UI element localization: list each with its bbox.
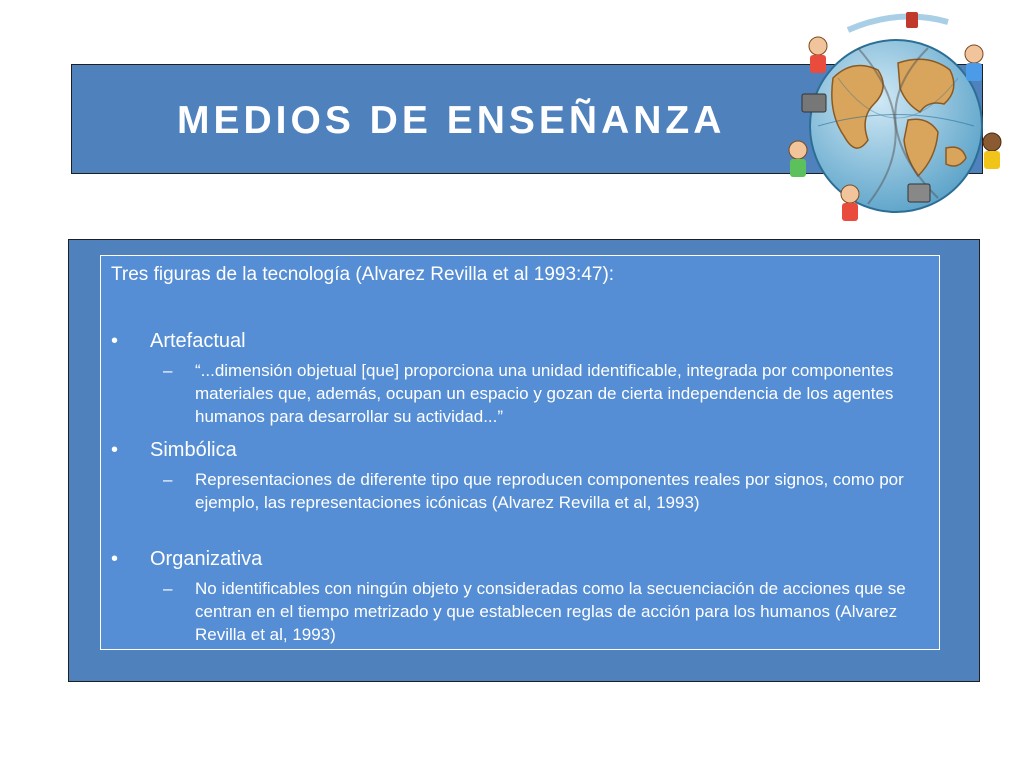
- dash-marker: –: [163, 470, 173, 489]
- item-detail-simbolica: Representaciones de diferente tipo que reproducen componentes reales por signos, como por ejemplo, las representaciones icónicas (Alvarez Revilla et al, 1993): [195, 470, 904, 512]
- item-detail-artefactual: “...dimensión objetual [que] proporciona una unidad identificable, integrada por componentes materiales que, además, ocupan un espacio y gozan de cierta independencia de los agentes humanos para desarrollar su actividad...”: [195, 361, 894, 426]
- bullet-marker: •: [111, 330, 119, 352]
- item-heading-organizativa: Organizativa: [150, 548, 263, 570]
- dash-marker: –: [163, 361, 173, 380]
- bullet-marker: •: [111, 439, 119, 461]
- item-heading-simbolica: Simbólica: [150, 439, 237, 461]
- slide-title: MEDIOS DE ENSEÑANZA: [177, 99, 726, 142]
- item-heading-artefactual: Artefactual: [150, 330, 246, 352]
- intro-text: Tres figuras de la tecnología (Alvarez Revilla et al 1993:47):: [111, 264, 615, 285]
- item-detail-organizativa: No identificables con ningún objeto y consideradas como la secuenciación de acciones que se centran en el tiempo metrizado y que establecen reglas de acción para los humanos (Alvarez Revilla et al, 1993): [195, 579, 906, 644]
- dash-marker: –: [163, 579, 173, 598]
- bullet-marker: •: [111, 548, 119, 570]
- globe-with-children-illustration: [778, 8, 1018, 233]
